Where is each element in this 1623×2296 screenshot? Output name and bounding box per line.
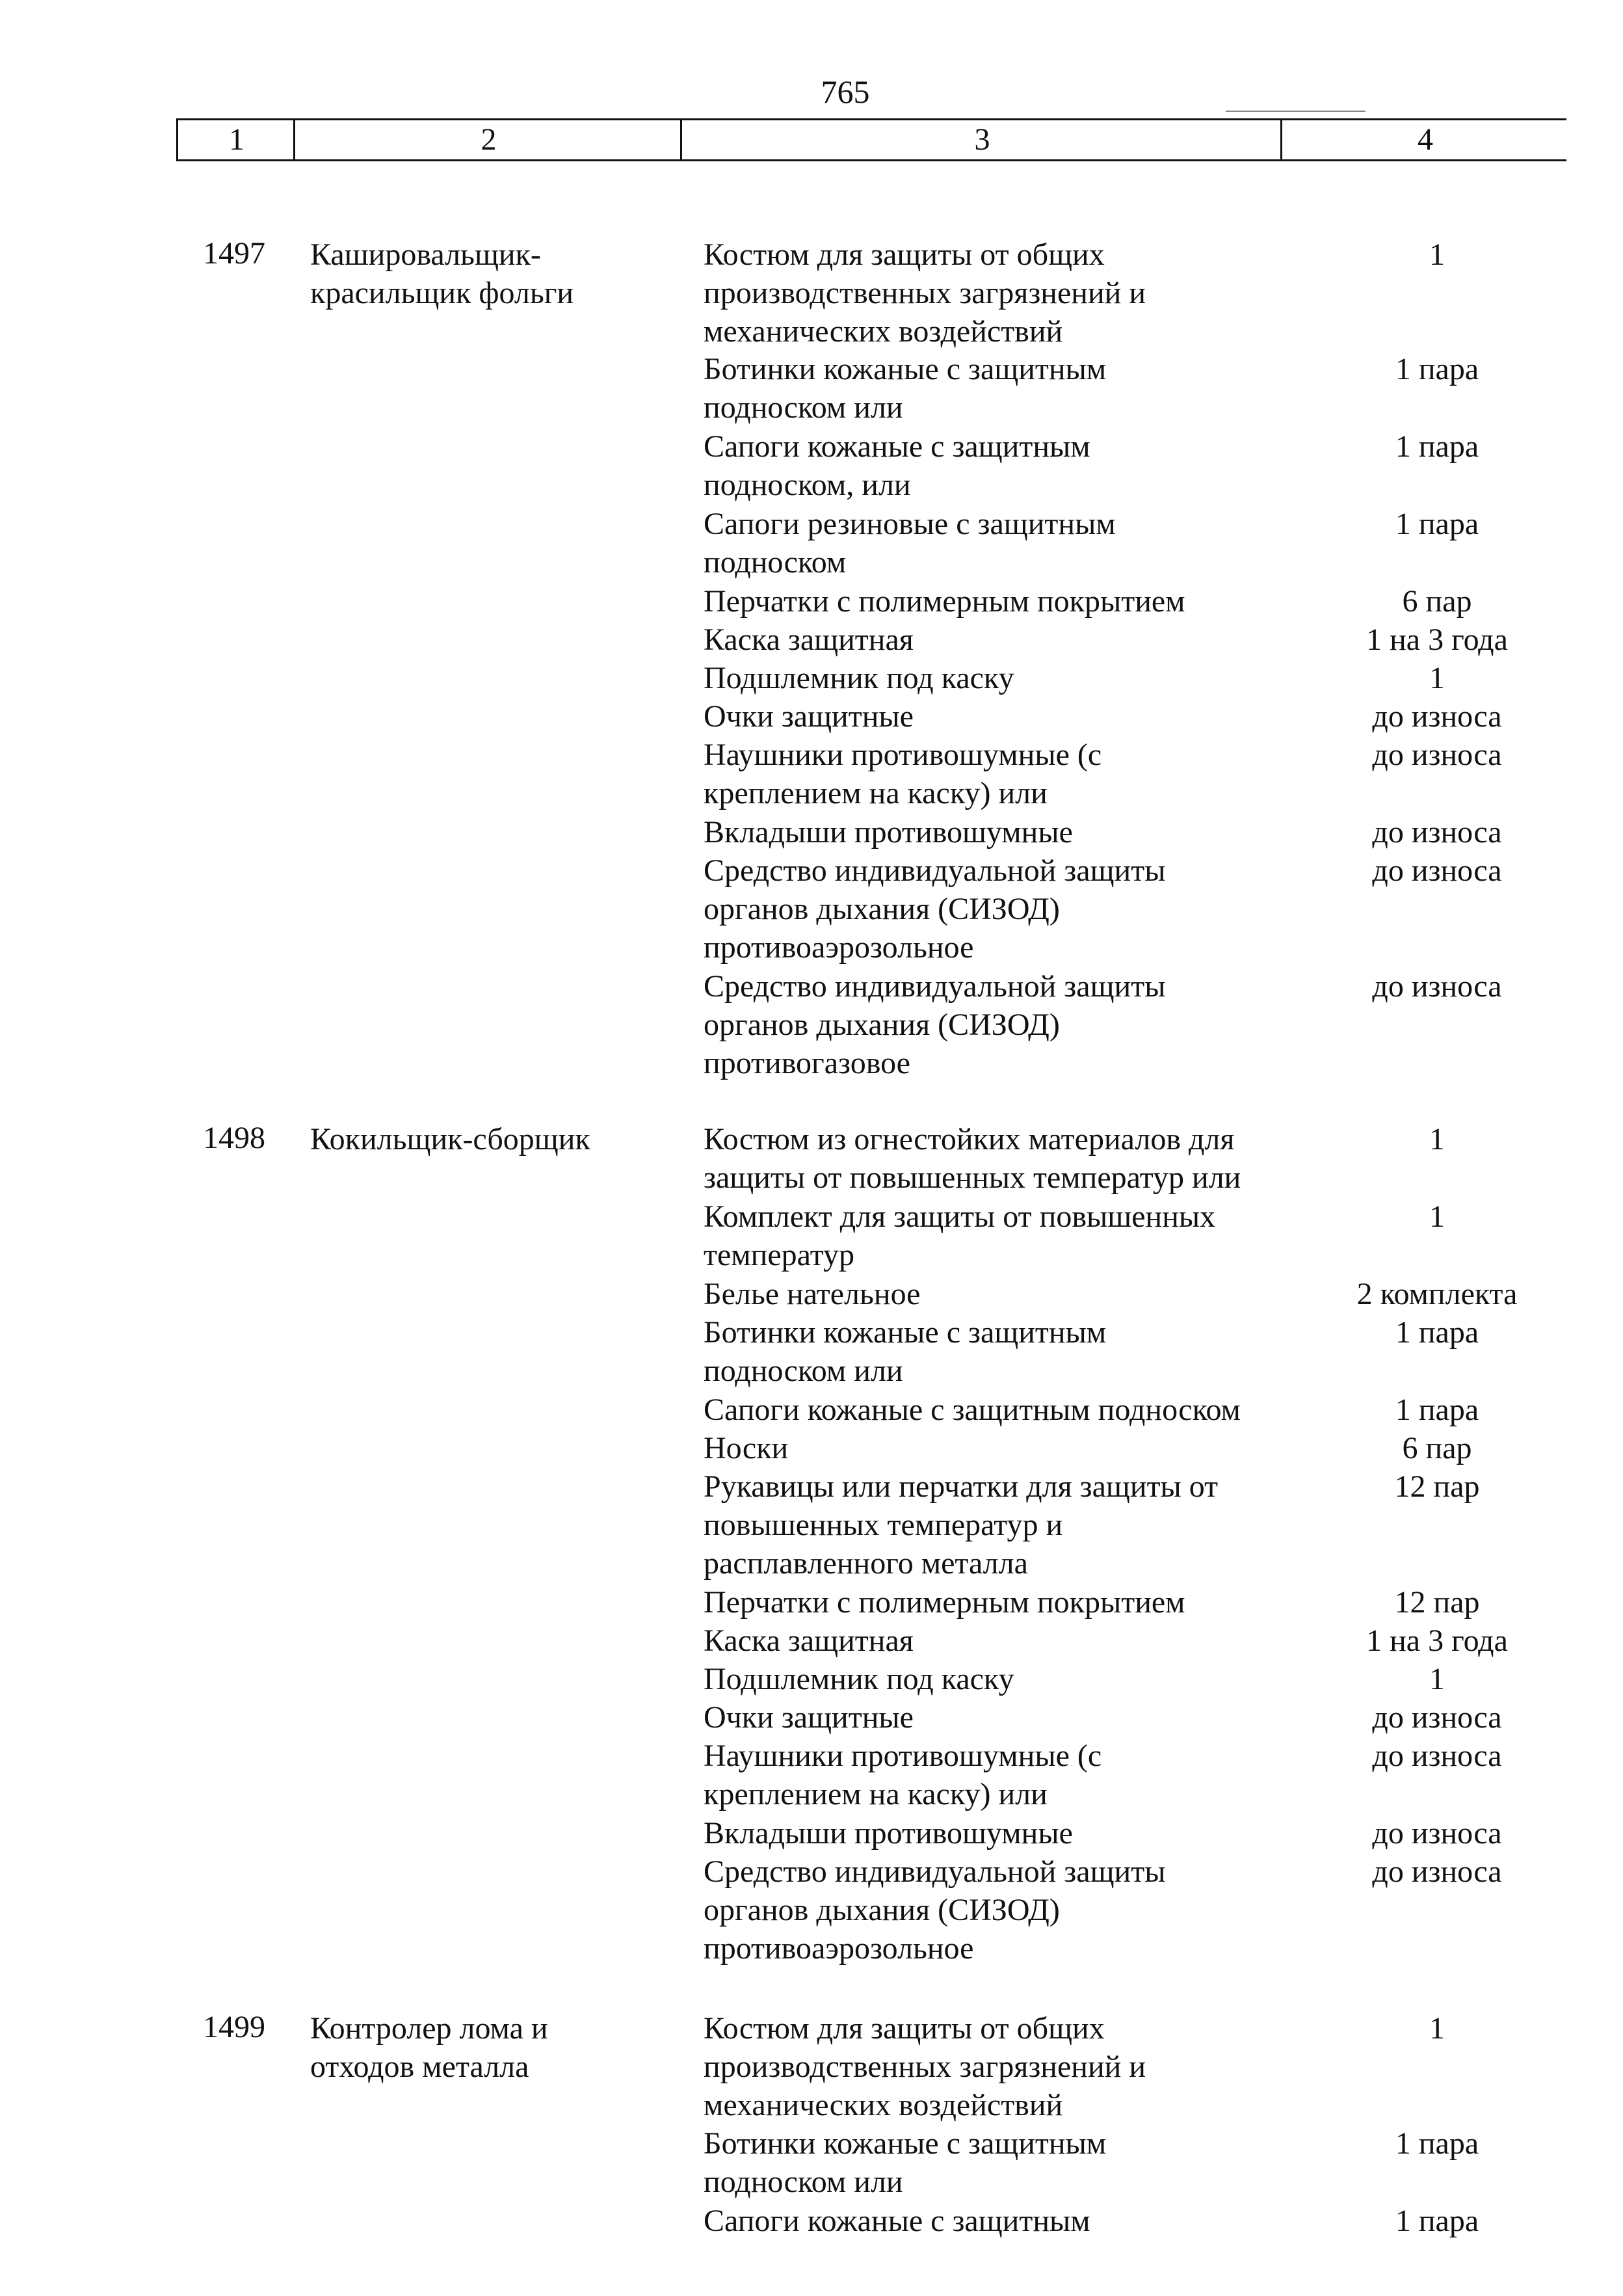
item-quantity: до износа xyxy=(1372,738,1502,772)
item-name: Сапоги кожаные с защитным подноском xyxy=(704,1393,1241,1427)
column-header-row xyxy=(176,118,1566,161)
entry-profession: Кашировальщик-красильщик фольги xyxy=(310,237,574,310)
item-quantity: до износа xyxy=(1372,699,1502,734)
item-name: Носки xyxy=(704,1431,789,1465)
item-name: Костюм для защиты от общих производственных загрязнений и механических воздействий xyxy=(704,237,1146,349)
item-quantity: до износа xyxy=(1372,853,1502,888)
item-quantity: 12 пар xyxy=(1394,1469,1480,1504)
item-quantity: 1 xyxy=(1429,661,1445,695)
item-name: Наушники противошумные (с креплением на каску) или xyxy=(704,738,1102,810)
entry-number: 1499 xyxy=(203,2010,265,2044)
top-rule xyxy=(1226,111,1366,112)
column-header-3: 3 xyxy=(680,120,1282,159)
item-name: Сапоги кожаные с защитным xyxy=(704,2204,1090,2238)
item-name: Средство индивидуальной защиты органов дыхания (СИЗОД) противоаэрозольное xyxy=(704,1854,1166,1966)
item-name: Средство индивидуальной защиты органов дыхания (СИЗОД) противоаэрозольное xyxy=(704,853,1166,965)
item-name: Перчатки с полимерным покрытием xyxy=(704,584,1185,619)
item-quantity: 1 на 3 года xyxy=(1366,622,1508,657)
item-name: Ботинки кожаные с защитным подноском или xyxy=(704,352,1107,425)
item-name: Каска защитная xyxy=(704,1623,914,1658)
item-name: Подшлемник под каску xyxy=(704,661,1014,695)
item-quantity: до износа xyxy=(1372,1700,1502,1735)
item-name: Наушники противошумные (с креплением на каску) или xyxy=(704,1739,1102,1811)
item-name: Вкладыши противошумные xyxy=(704,815,1073,849)
item-quantity: 1 xyxy=(1429,1199,1445,1234)
entry-profession: Кокильщик-сборщик xyxy=(310,1122,590,1156)
item-quantity: 1 пара xyxy=(1395,1315,1479,1350)
item-quantity: 1 на 3 года xyxy=(1366,1623,1508,1658)
entry-number: 1498 xyxy=(203,1121,265,1155)
item-quantity: 6 пар xyxy=(1402,1431,1472,1465)
item-quantity: 1 пара xyxy=(1395,352,1479,386)
item-name: Рукавицы или перчатки для защиты от повышенных температур и расплавленного металла xyxy=(704,1469,1219,1581)
item-quantity: 1 xyxy=(1429,237,1445,272)
item-name: Подшлемник под каску xyxy=(704,1662,1014,1696)
item-quantity: до износа xyxy=(1372,1854,1502,1889)
item-quantity: 1 пара xyxy=(1395,429,1479,464)
item-name: Сапоги кожаные с защитным подноском, или xyxy=(704,429,1090,502)
item-name: Очки защитные xyxy=(704,1700,914,1735)
item-quantity: 6 пар xyxy=(1402,584,1472,619)
item-quantity: 1 пара xyxy=(1395,2204,1479,2238)
column-header-1: 1 xyxy=(176,120,295,159)
item-name: Вкладыши противошумные xyxy=(704,1816,1073,1850)
item-name: Ботинки кожаные с защитным подноском или xyxy=(704,1315,1107,1388)
item-name: Сапоги резиновые с защитным подноском xyxy=(704,507,1116,580)
item-quantity: 1 xyxy=(1429,1662,1445,1696)
item-quantity: 1 пара xyxy=(1395,1393,1479,1427)
item-name: Костюм для защиты от общих производственных загрязнений и механических воздействий xyxy=(704,2011,1146,2122)
column-header-4: 4 xyxy=(1280,120,1568,159)
column-header-2: 2 xyxy=(293,120,682,159)
item-name: Ботинки кожаные с защитным подноском или xyxy=(704,2126,1107,2199)
item-quantity: 2 комплекта xyxy=(1356,1277,1518,1311)
item-name: Каска защитная xyxy=(704,622,914,657)
item-quantity: до износа xyxy=(1372,1739,1502,1773)
item-name: Белье нательное xyxy=(704,1277,921,1311)
item-name: Перчатки с полимерным покрытием xyxy=(704,1585,1185,1620)
entry-profession: Контролер лома и отходов металла xyxy=(310,2011,548,2084)
entry-number: 1497 xyxy=(203,236,265,271)
item-name: Комплект для защиты от повышенных температур xyxy=(704,1199,1216,1272)
item-quantity: 1 xyxy=(1429,2011,1445,2046)
item-quantity: 12 пар xyxy=(1394,1585,1480,1620)
item-name: Средство индивидуальной защиты органов дыхания (СИЗОД) противогазовое xyxy=(704,969,1166,1080)
item-name: Очки защитные xyxy=(704,699,914,734)
item-quantity: 1 пара xyxy=(1395,2126,1479,2161)
item-quantity: до износа xyxy=(1372,969,1502,1004)
item-quantity: до износа xyxy=(1372,815,1502,849)
item-quantity: 1 xyxy=(1429,1122,1445,1156)
page-number: 765 xyxy=(821,73,870,110)
item-name: Костюм из огнестойких материалов для защиты от повышенных температур или xyxy=(704,1122,1241,1195)
item-quantity: 1 пара xyxy=(1395,507,1479,541)
item-quantity: до износа xyxy=(1372,1816,1502,1850)
